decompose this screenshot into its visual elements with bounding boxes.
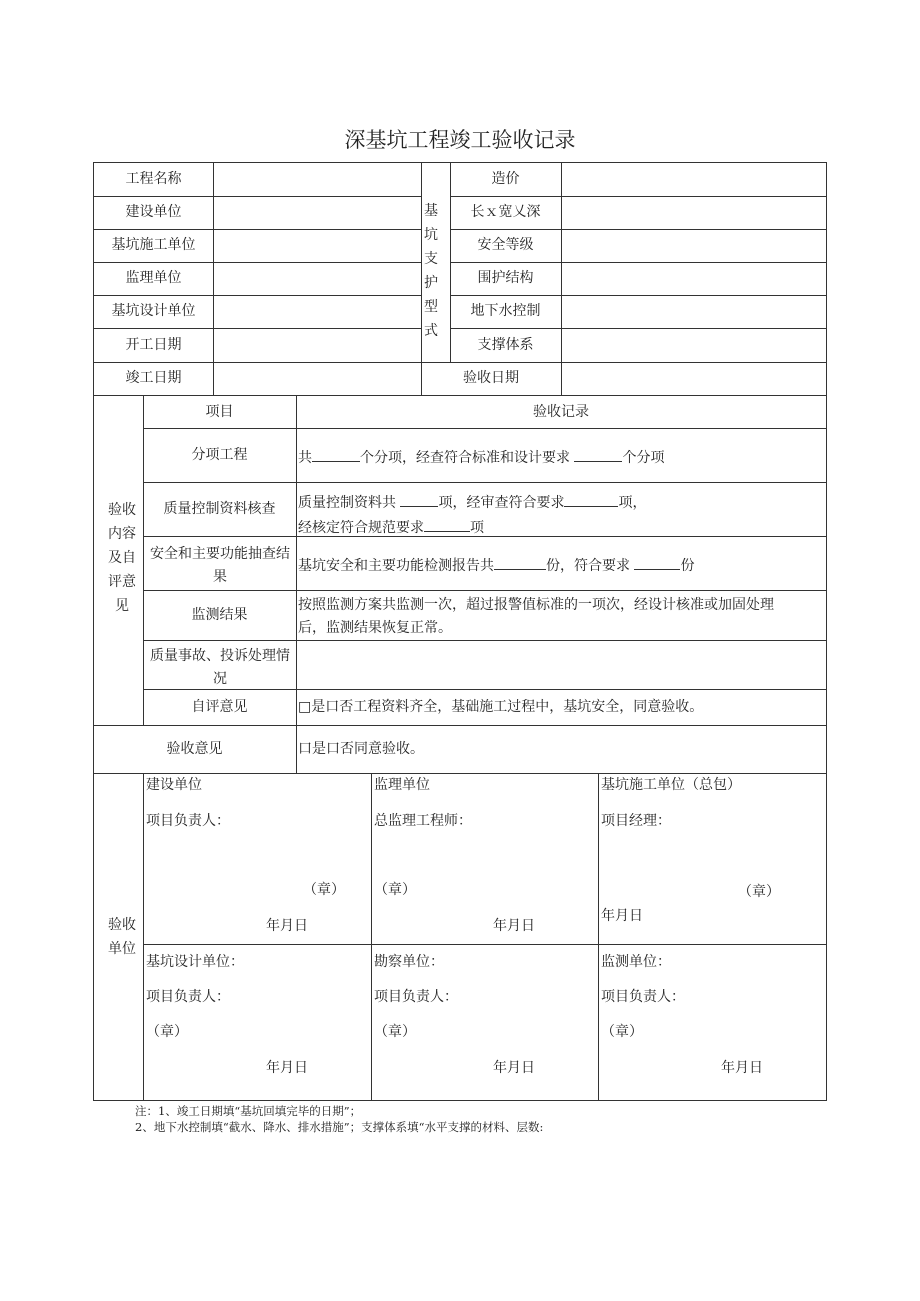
pit-construction-unit-date: 年月日 bbox=[601, 908, 643, 924]
label-quality-control: 质量控制资料核查 bbox=[163, 501, 276, 517]
label-acceptance-units: 验收单位 bbox=[108, 917, 136, 957]
label-start-date: 开工日期 bbox=[125, 337, 182, 353]
note-line-1: 注：1、竣工日期填“基坑回填完毕的日期”； bbox=[135, 1104, 362, 1118]
build-unit-person: 项目负责人： bbox=[146, 813, 230, 829]
label-retaining-structure: 围护结构 bbox=[477, 270, 534, 286]
monitor-unit-date: 年月日 bbox=[721, 1060, 763, 1076]
monitor-unit-person: 项目负责人： bbox=[601, 989, 685, 1005]
label-sub-projects: 分项工程 bbox=[191, 447, 248, 463]
label-safety-check: 安全和主要功能抽查结果 bbox=[150, 546, 290, 585]
label-monitoring: 监测结果 bbox=[191, 607, 248, 623]
pit-design-unit-date: 年月日 bbox=[266, 1060, 308, 1076]
build-unit-stamp: （章） bbox=[303, 882, 345, 898]
label-accidents: 质量事故、投诉处理情况 bbox=[150, 648, 290, 687]
pit-construction-unit-stamp: （章） bbox=[738, 884, 780, 900]
build-unit-name: 建设单位 bbox=[146, 777, 202, 793]
label-pit-construction-unit: 基坑施工单位 bbox=[111, 237, 196, 253]
label-groundwater-control: 地下水控制 bbox=[470, 303, 541, 319]
supervision-unit-person: 总监理工程师： bbox=[374, 813, 472, 829]
label-content-section: 验收内容及自评意见 bbox=[108, 502, 136, 614]
survey-unit-stamp: （章） bbox=[374, 1024, 416, 1040]
survey-unit-person: 项目负责人： bbox=[374, 989, 458, 1005]
build-unit-date: 年月日 bbox=[266, 918, 308, 934]
header-item: 项目 bbox=[205, 404, 234, 420]
self-eval-text: □是口否工程资料齐全，基础施工过程中，基坑安全，同意验收。 bbox=[298, 699, 704, 715]
monitoring-record-line1: 按照监测方案共监测一次，超过报警值标准的一项次，经设计核准或加固处理 bbox=[298, 597, 774, 613]
pit-design-unit-stamp: （章） bbox=[146, 1024, 188, 1040]
monitor-unit-name: 监测单位： bbox=[601, 954, 671, 970]
survey-unit-name: 勘察单位： bbox=[374, 954, 444, 970]
label-supervision-unit: 监理单位 bbox=[125, 270, 182, 286]
opinion-text: 口是口否同意验收。 bbox=[298, 741, 424, 757]
pit-construction-unit-name: 基坑施工单位（总包） bbox=[601, 777, 741, 793]
label-pit-design-unit: 基坑设计单位 bbox=[111, 303, 196, 319]
pit-design-unit-person: 项目负责人： bbox=[146, 989, 230, 1005]
label-safety-level: 安全等级 bbox=[477, 237, 534, 253]
label-completion-date: 竣工日期 bbox=[125, 370, 182, 386]
survey-unit-date: 年月日 bbox=[493, 1060, 535, 1076]
label-build-unit: 建设单位 bbox=[125, 204, 182, 220]
label-opinion: 验收意见 bbox=[166, 741, 223, 757]
label-project-name: 工程名称 bbox=[125, 171, 182, 187]
label-support-system: 支撑体系 bbox=[477, 337, 534, 353]
pit-construction-unit-person: 项目经理： bbox=[601, 813, 671, 829]
supervision-unit-name: 监理单位 bbox=[374, 777, 430, 793]
header-record: 验收记录 bbox=[533, 404, 589, 420]
sub-projects-record: 共 个分项，经查符合标准和设计要求 个分项 bbox=[298, 447, 664, 466]
label-self-eval: 自评意见 bbox=[191, 699, 248, 715]
label-dimensions: 长ｘ宽乂深 bbox=[470, 204, 541, 220]
page-title: 深基坑工程竣工验收记录 bbox=[344, 128, 576, 152]
qc-record-line1: 质量控制资料共 项，经审查符合要求 项， bbox=[298, 492, 646, 511]
monitoring-record-line2: 后，监测结果恢复正常。 bbox=[298, 620, 452, 636]
supervision-unit-stamp: （章） bbox=[374, 882, 416, 898]
qc-record-line2: 经核定符合规范要求 项 bbox=[298, 517, 484, 536]
supervision-unit-date: 年月日 bbox=[493, 918, 535, 934]
label-support-type: 基坑支护型式 bbox=[424, 203, 438, 339]
label-cost: 造价 bbox=[491, 171, 520, 187]
label-acceptance-date: 验收日期 bbox=[463, 370, 519, 386]
note-line-2: 2、地下水控制填“截水、降水、排水措施”；支撑体系填“水平支撑的材料、层数: bbox=[135, 1120, 544, 1134]
safety-record: 基坑安全和主要功能检测报告共 份，符合要求 份 bbox=[298, 555, 694, 574]
pit-design-unit-name: 基坑设计单位： bbox=[146, 954, 244, 970]
monitor-unit-stamp: （章） bbox=[601, 1024, 643, 1040]
